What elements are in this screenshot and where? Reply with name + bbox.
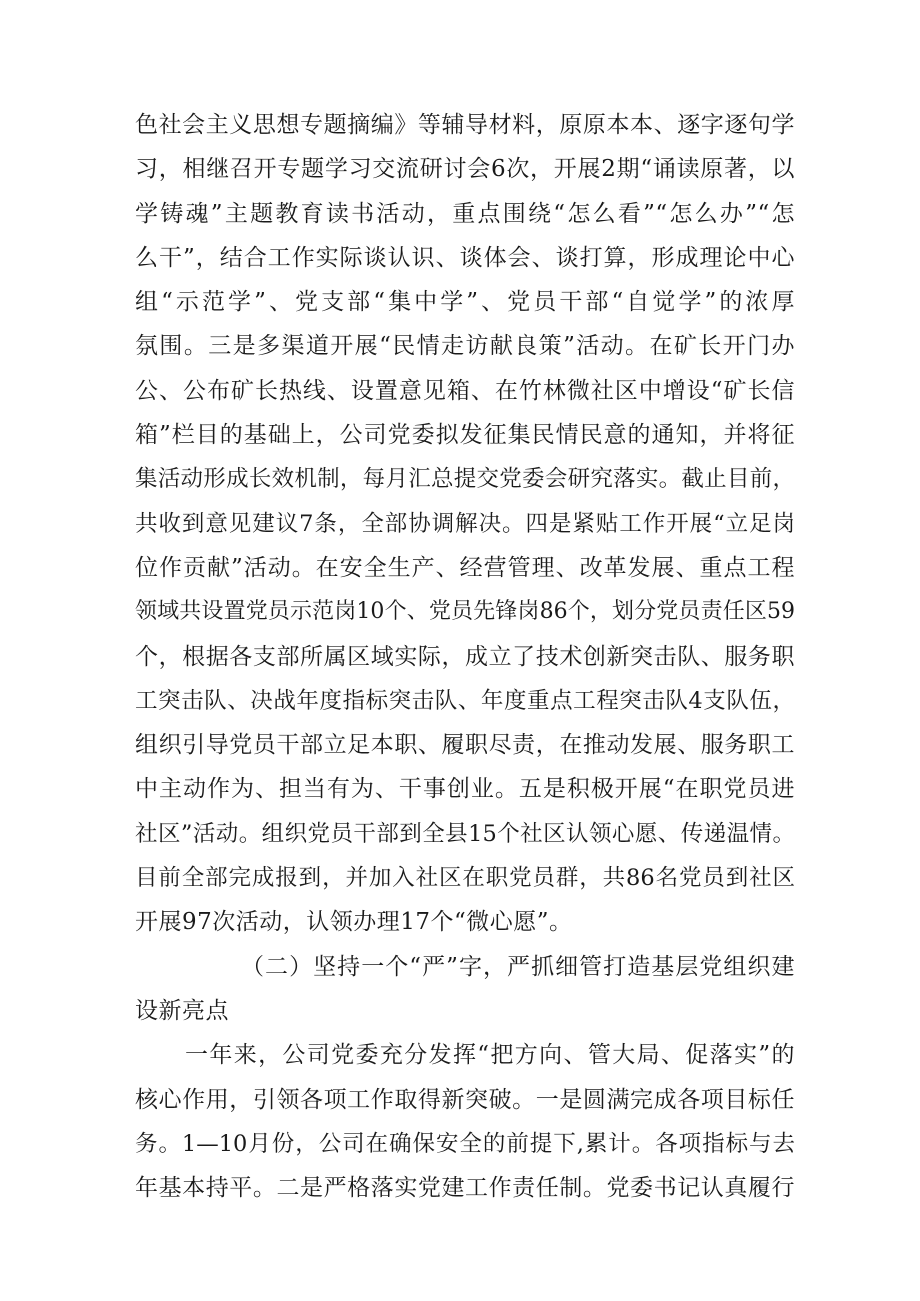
text-line: 组“示范学”、党支部“集中学”、党员干部“自觉学”的浓厚	[135, 289, 795, 316]
text-line: 个，根据各支部所属区域实际，成立了技术创新突击队、服务职	[135, 643, 795, 670]
text-line: 集活动形成长效机制，每月汇总提交党委会研究落实。截止目前，	[135, 466, 795, 493]
text-line: 领域共设置党员示范岗10个、党员先锋岗86个，划分党员责任区59	[135, 599, 795, 625]
text-line: 工突击队、决战年度指标突击队、年度重点工程突击队4支队伍，	[135, 687, 795, 714]
text-line: 目前全部完成报到，并加入社区在职党员群，共86名党员到社区	[135, 865, 795, 892]
text-line: 学铸魂”主题教育读书活动，重点围绕“怎么看”“怎么办”“怎	[135, 200, 795, 227]
text-line: 共收到意见建议7条，全部协调解决。四是紧贴工作开展“立足岗	[135, 510, 795, 537]
text-line: 中主动作为、担当有为、干事创业。五是积极开展“在职党员进	[135, 776, 795, 803]
text-line: 社区”活动。组织党员干部到全县15个社区认领心愿、传递温情。	[135, 820, 795, 847]
text-line: 色社会主义思想专题摘编》等辅导材料，原原本本、逐字逐句学	[135, 112, 795, 138]
text-line: 公、公布矿长热线、设置意见箱、在竹林微社区中增设“矿长信	[135, 377, 795, 404]
text-line: 开展97次活动，认领办理17个“微心愿”。	[135, 909, 573, 936]
text-line: 组织引导党员干部立足本职、履职尽责，在推动发展、服务职工	[135, 732, 795, 759]
text-line: 习，相继召开专题学习交流研讨会6次，开展2期“诵读原著，以	[135, 156, 795, 183]
text-line: 么干”，结合工作实际谈认识、谈体会、谈打算，形成理论中心	[135, 244, 795, 271]
text-line: 位作贡献”活动。在安全生产、经营管理、改革发展、重点工程	[135, 554, 795, 581]
text-line: 务。1—10月份，公司在确保安全的前提下,累计。各项指标与去	[135, 1130, 795, 1157]
text-line: 氛围。三是多渠道开展“民情走访献良策”活动。在矿长开门办	[135, 333, 795, 360]
text-line: 箱”栏目的基础上，公司党委拟发征集民情民意的通知，并将征	[135, 422, 795, 449]
paragraph-first-line: 一年来，公司党委充分发挥“把方向、管大局、促落实”的	[185, 1042, 795, 1069]
text-line: 年基本持平。二是严格落实党建工作责任制。党委书记认真履行	[135, 1175, 795, 1202]
section-heading: （二）坚持一个“严”字，严抓细管打造基层党组织建	[241, 953, 795, 980]
document-body	[135, 103, 795, 1210]
section-heading-continued: 设新亮点	[135, 997, 229, 1024]
text-line: 核心作用，引领各项工作取得新突破。一是圆满完成各项目标任	[135, 1086, 795, 1113]
